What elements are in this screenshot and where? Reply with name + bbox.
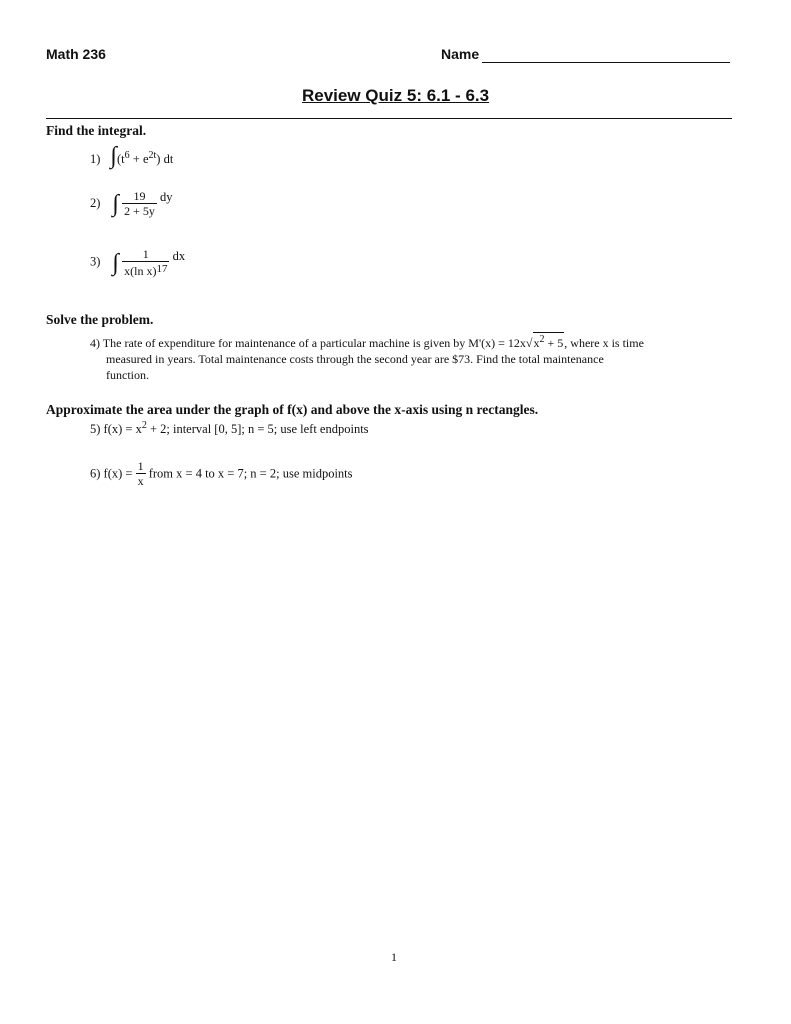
expr-exponent: 2 (141, 420, 147, 431)
fraction-numerator: 1 (122, 248, 169, 262)
integral-sign-icon: ∫ (112, 191, 119, 218)
question-number: 3) (90, 254, 101, 269)
radical-sign-icon: √ (525, 336, 533, 350)
expr-exponent: 2t (148, 150, 157, 161)
question-5-text: f(x) = x (103, 422, 142, 436)
question-number: 2) (90, 195, 101, 210)
question-1-expression (110, 143, 174, 169)
fraction-denominator (122, 262, 169, 278)
question-3 (90, 248, 185, 278)
radicand-base: x (533, 336, 540, 350)
expr-part: ) dt (156, 152, 174, 166)
denominator-base: x(ln x) (124, 264, 157, 278)
question-4-text: The rate of expenditure for maintenance of a particular machine is given by M'(x) = 12x (102, 336, 526, 350)
integral-sign-icon: ∫ (110, 143, 117, 169)
question-6 (90, 460, 353, 488)
section-heading-approximate: Approximate the area under the graph of f(x) and above the x-axis using n rectangles. (46, 402, 539, 417)
expr-part: + e (129, 152, 149, 166)
expr-part: (t (117, 152, 125, 166)
name-blank-line[interactable] (482, 62, 730, 63)
fraction-numerator: 19 (122, 190, 157, 204)
question-4-line-3: function. (106, 368, 149, 382)
denominator-exponent: 17 (156, 263, 168, 275)
differential: dx (172, 248, 186, 263)
section-heading-integral: Find the integral. (46, 123, 147, 138)
question-4-line-1 (90, 332, 740, 351)
fraction-denominator: x (137, 474, 144, 488)
question-2 (90, 190, 173, 218)
question-4 (90, 332, 740, 383)
question-1 (90, 144, 173, 168)
question-5 (90, 420, 369, 437)
question-4-text: , where x is time (564, 336, 644, 350)
course-label: Math 236 (46, 46, 106, 62)
radicand-rest: + 5 (544, 336, 564, 350)
radicand (533, 332, 565, 350)
question-5-text: + 2; interval [0, 5]; n = 5; use left endpoints (146, 422, 369, 436)
differential: dy (160, 190, 173, 204)
fraction-denominator: 2 + 5y (124, 204, 155, 219)
question-number: 5) (90, 422, 101, 436)
fraction-numerator: 1 (137, 459, 144, 473)
question-number: 4) (90, 336, 100, 350)
question-4-line-2: measured in years. Total maintenance costs through the second year are $73. Find the total maintenance (106, 352, 604, 366)
question-2-expression (112, 189, 173, 219)
question-number: 1) (90, 152, 101, 166)
expr-exponent: 6 (124, 150, 130, 161)
integral-sign-icon: ∫ (112, 250, 119, 276)
quiz-title: Review Quiz 5: 6.1 - 6.3 (302, 86, 490, 105)
radicand-exponent: 2 (539, 334, 545, 345)
fraction (136, 460, 146, 488)
question-6-text: f(x) = (103, 466, 136, 481)
fraction (122, 248, 169, 278)
fraction (122, 190, 157, 218)
question-6-text: from x = 4 to x = 7; n = 2; use midpoints (148, 466, 353, 481)
question-number: 6) (90, 466, 101, 481)
question-3-expression (112, 247, 186, 278)
header-divider (46, 118, 732, 119)
name-label: Name (441, 46, 480, 62)
section-heading-solve: Solve the problem. (46, 312, 154, 327)
page-number: 1 (391, 950, 397, 964)
